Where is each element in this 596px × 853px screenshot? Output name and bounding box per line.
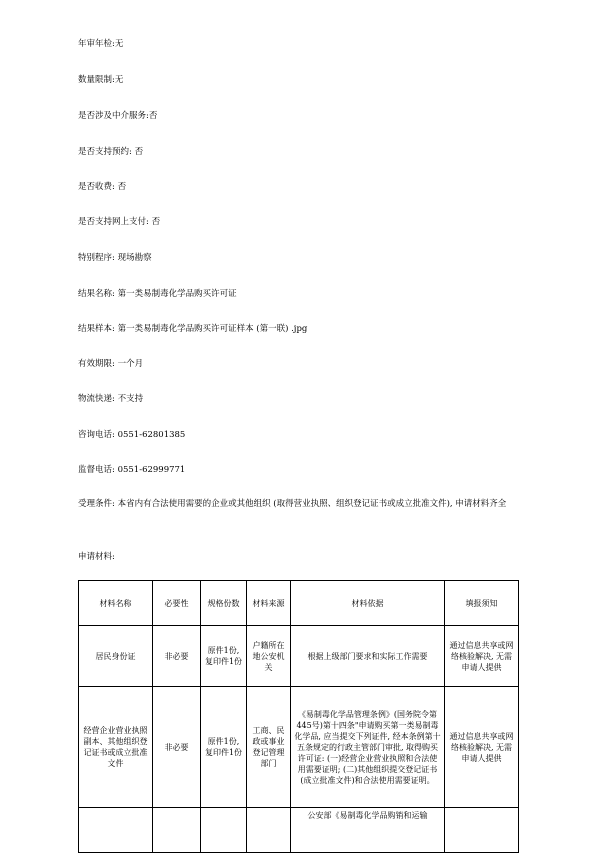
materials-table <box>78 580 519 853</box>
cell-copies: 原件1份,复印件1份 <box>201 626 247 687</box>
validity-period: 有效期限: 一个月 <box>78 359 144 369</box>
logistics: 物流快递: 不支持 <box>78 394 144 404</box>
result-name: 结果名称: 第一类易制毒化学品购买许可证 <box>78 289 237 299</box>
header-notes: 填报须知 <box>445 581 519 626</box>
cell-source: 户籍所在地公安机关 <box>247 626 291 687</box>
online-payment: 是否支持网上支付: 否 <box>78 217 161 227</box>
reservation-support: 是否支持预约: 否 <box>78 147 144 157</box>
consult-phone: 咨询电话: 0551-62801385 <box>78 430 186 440</box>
cell-basis: 公安部《易制毒化学品购销和运输 <box>291 808 445 853</box>
header-copies: 规格份数 <box>201 581 247 626</box>
acceptance-conditions: 受理条件: 本省内有合法使用需要的企业或其他组织 (取得营业执照、组织登记证书或成立批准文件), 申请材料齐全 <box>78 499 507 509</box>
cell-notes <box>445 808 519 853</box>
cell-material-name <box>79 808 153 853</box>
header-necessity: 必要性 <box>153 581 201 626</box>
annual-review: 年审年检:无 <box>78 39 124 49</box>
table-row <box>79 808 519 853</box>
cell-necessity: 非必要 <box>153 687 201 808</box>
cell-notes: 通过信息共享或网络核验解决, 无需申请人提供 <box>445 687 519 808</box>
table-header-row <box>79 581 519 626</box>
result-sample: 结果样本: 第一类易制毒化学品购买许可证样本 (第一联) .jpg <box>78 324 308 334</box>
cell-necessity: 非必要 <box>153 626 201 687</box>
table-row <box>79 687 519 808</box>
header-material-name: 材料名称 <box>79 581 153 626</box>
cell-material-name: 居民身份证 <box>79 626 153 687</box>
header-source: 材料来源 <box>247 581 291 626</box>
cell-source: 工商、民政或事业登记管理部门 <box>247 687 291 808</box>
table-row <box>79 626 519 687</box>
cell-material-name: 经营企业营业执照副本、其他组织登记证书或成立批准文件 <box>79 687 153 808</box>
fee-status: 是否收费: 否 <box>78 182 127 192</box>
cell-source <box>247 808 291 853</box>
cell-copies <box>201 808 247 853</box>
cell-basis: 《易制毒化学品管理条例》(国务院令第445号)第十四条"申请购买第一类易制毒化学品, 应当提交下列证件, 经本条例第十五条规定的行政主管部门审批, 取得购买许可证: (一)经营企业营业执照和合法使用需要证明; (二)其他组织提交登记证书(成立批准文件)和合法使用需要证明。 <box>291 687 445 808</box>
quantity-limit: 数量限制:无 <box>78 75 124 85</box>
materials-label: 申请材料: <box>78 552 115 562</box>
supervise-phone: 监督电话: 0551-62999771 <box>78 465 186 475</box>
cell-copies: 原件1份,复印件1份 <box>201 687 247 808</box>
special-procedure: 特别程序: 现场勘察 <box>78 253 152 263</box>
cell-necessity <box>153 808 201 853</box>
cell-notes: 通过信息共享或网络核验解决, 无需申请人提供 <box>445 626 519 687</box>
intermediary-service: 是否涉及中介服务:否 <box>78 111 158 121</box>
header-basis: 材料依据 <box>291 581 445 626</box>
cell-basis: 根据上级部门要求和实际工作需要 <box>291 626 445 687</box>
